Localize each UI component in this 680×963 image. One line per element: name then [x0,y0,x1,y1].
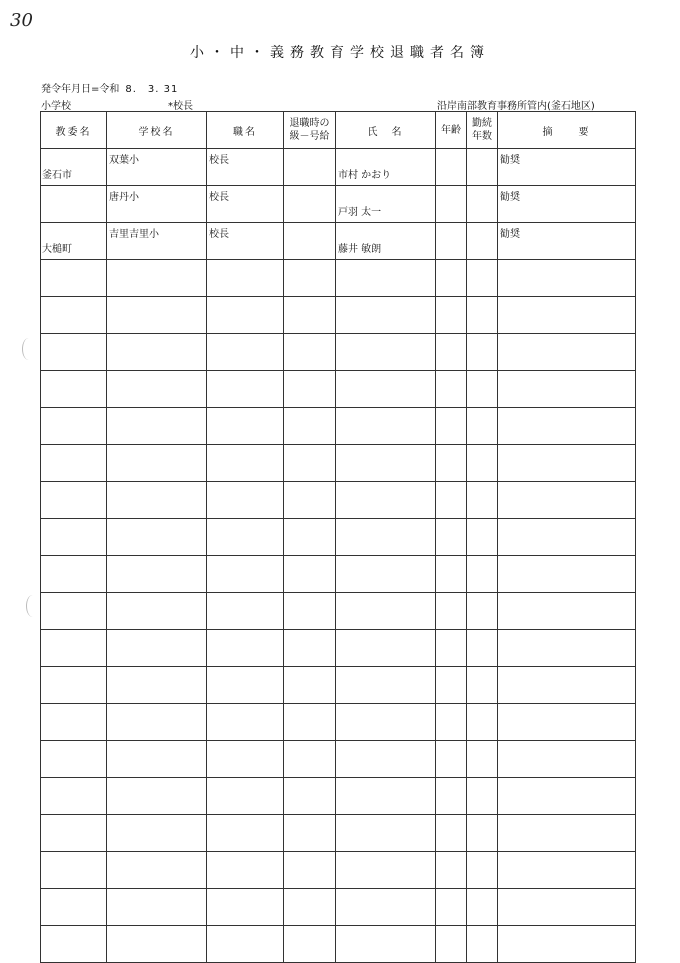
cell-school [107,297,207,334]
cell-remarks [498,815,636,852]
cell-grade [284,519,336,556]
cell-board [41,186,107,223]
cell-position [207,223,284,260]
school-value: 吉里吉里小 [109,229,159,240]
table-row [41,297,636,334]
cell-name [336,371,436,408]
cell-board [41,334,107,371]
cell-name [336,778,436,815]
cell-grade [284,297,336,334]
cell-grade [284,445,336,482]
cell-position [207,371,284,408]
cell-position [207,704,284,741]
cell-years [467,778,498,815]
name-value: 戸羽 太一 [338,207,382,218]
cell-school [107,408,207,445]
cell-remarks [498,297,636,334]
cell-age [436,408,467,445]
cell-name [336,556,436,593]
cell-name [336,889,436,926]
scan-hole-mark [22,338,35,360]
cell-remarks [498,223,636,260]
cell-years [467,556,498,593]
cell-grade [284,260,336,297]
cell-grade [284,149,336,186]
cell-grade [284,815,336,852]
cell-board [41,667,107,704]
cell-school [107,186,207,223]
cell-board [41,223,107,260]
cell-years [467,149,498,186]
cell-school [107,926,207,963]
cell-board [41,741,107,778]
cell-position [207,889,284,926]
cell-name [336,852,436,889]
remarks-value: 勧奨 [500,229,520,240]
cell-position [207,149,284,186]
cell-board [41,926,107,963]
issue-date-value: 8. 3. 31 [125,84,179,95]
cell-school [107,593,207,630]
cell-school [107,223,207,260]
cell-grade [284,482,336,519]
table-row [41,445,636,482]
cell-school [107,334,207,371]
cell-remarks [498,445,636,482]
cell-age [436,186,467,223]
cell-remarks [498,630,636,667]
col-header-name: 氏 名 [336,112,436,149]
cell-remarks [498,852,636,889]
cell-remarks [498,149,636,186]
cell-years [467,926,498,963]
cell-remarks [498,334,636,371]
cell-name [336,186,436,223]
table-row [41,926,636,963]
cell-position [207,815,284,852]
cell-position [207,741,284,778]
cell-school [107,815,207,852]
col-header-service [467,112,498,149]
cell-age [436,667,467,704]
cell-school [107,741,207,778]
cell-grade [284,926,336,963]
table-row [41,482,636,519]
cell-position [207,556,284,593]
cell-grade [284,667,336,704]
cell-school [107,260,207,297]
cell-remarks [498,704,636,741]
cell-grade [284,593,336,630]
cell-board [41,630,107,667]
col-header-service-line2: 年数 [472,131,492,142]
cell-name [336,667,436,704]
table-row [41,704,636,741]
cell-board [41,519,107,556]
cell-grade [284,778,336,815]
cell-school [107,519,207,556]
table-row [41,667,636,704]
cell-name [336,223,436,260]
table-row [41,593,636,630]
cell-name [336,630,436,667]
cell-school [107,630,207,667]
cell-remarks [498,371,636,408]
table-row [41,186,636,223]
table-row [41,741,636,778]
cell-age [436,852,467,889]
table-row [41,223,636,260]
remarks-value: 勧奨 [500,155,520,166]
cell-name [336,704,436,741]
cell-age [436,815,467,852]
cell-remarks [498,593,636,630]
cell-age [436,704,467,741]
cell-board [41,815,107,852]
cell-age [436,926,467,963]
cell-years [467,704,498,741]
cell-remarks [498,741,636,778]
cell-position [207,926,284,963]
cell-age [436,630,467,667]
col-header-school: 学校名 [107,112,207,149]
cell-position [207,482,284,519]
cell-position [207,408,284,445]
cell-school [107,667,207,704]
cell-name [336,482,436,519]
cell-years [467,260,498,297]
cell-grade [284,223,336,260]
table-row [41,815,636,852]
cell-years [467,852,498,889]
cell-age [436,334,467,371]
school-value: 双葉小 [109,155,139,166]
cell-board [41,593,107,630]
cell-name [336,926,436,963]
table-header-row [41,112,636,149]
cell-years [467,223,498,260]
cell-position [207,297,284,334]
cell-board [41,482,107,519]
cell-position [207,852,284,889]
cell-age [436,223,467,260]
cell-years [467,371,498,408]
cell-school [107,556,207,593]
cell-board [41,852,107,889]
cell-position [207,334,284,371]
board-value: 大槌町 [42,244,72,255]
cell-position [207,630,284,667]
position-value: 校長 [209,229,229,240]
cell-school [107,371,207,408]
cell-position [207,445,284,482]
cell-board [41,889,107,926]
col-header-board: 教委名 [41,112,107,149]
cell-grade [284,334,336,371]
cell-name [336,408,436,445]
cell-years [467,815,498,852]
cell-years [467,593,498,630]
col-header-remarks: 摘 要 [498,112,636,149]
school-type: 小学校 [41,101,71,112]
cell-years [467,445,498,482]
cell-position [207,519,284,556]
cell-board [41,408,107,445]
col-header-age: 年齢 [436,112,467,149]
cell-age [436,519,467,556]
col-header-grade-line1: 退職時の [289,118,330,129]
cell-years [467,334,498,371]
cell-name [336,260,436,297]
cell-remarks [498,260,636,297]
cell-school [107,482,207,519]
table-row [41,371,636,408]
cell-school [107,852,207,889]
table-row [41,889,636,926]
cell-name [336,297,436,334]
cell-grade [284,889,336,926]
name-value: 市村 かおり [338,170,392,181]
table-row [41,260,636,297]
cell-remarks [498,926,636,963]
table-row [41,408,636,445]
cell-position [207,593,284,630]
cell-board [41,556,107,593]
cell-name [336,593,436,630]
position-value: 校長 [209,155,229,166]
table-row [41,630,636,667]
table-row [41,852,636,889]
cell-position [207,186,284,223]
cell-name [336,334,436,371]
office-name: 沿岸南部教育事務所管内(釜石地区) [437,101,595,112]
board-value: 釜石市 [42,170,72,181]
col-header-position: 職名 [207,112,284,149]
cell-age [436,371,467,408]
cell-board [41,445,107,482]
cell-remarks [498,482,636,519]
cell-grade [284,741,336,778]
issue-date-label: 発令年月日=令和 [41,84,120,95]
table-row [41,334,636,371]
remarks-value: 勧奨 [500,192,520,203]
scan-hole-mark [26,595,39,617]
cell-position [207,778,284,815]
cell-age [436,741,467,778]
cell-remarks [498,778,636,815]
school-value: 唐丹小 [109,192,139,203]
cell-grade [284,371,336,408]
cell-name [336,741,436,778]
cell-school [107,149,207,186]
cell-school [107,704,207,741]
page-title: 小・中・義務教育学校退職者名簿 [190,45,490,61]
cell-school [107,778,207,815]
cell-years [467,667,498,704]
cell-name [336,815,436,852]
position-note: *校長 [168,101,193,112]
cell-school [107,889,207,926]
cell-years [467,889,498,926]
name-value: 藤井 敏朗 [338,244,382,255]
cell-position [207,260,284,297]
cell-age [436,482,467,519]
cell-years [467,741,498,778]
cell-years [467,519,498,556]
cell-board [41,260,107,297]
cell-board [41,778,107,815]
table-row [41,778,636,815]
cell-grade [284,630,336,667]
retiree-table [40,111,636,963]
cell-remarks [498,519,636,556]
cell-age [436,260,467,297]
cell-age [436,889,467,926]
table-row [41,149,636,186]
cell-years [467,297,498,334]
cell-name [336,519,436,556]
cell-name [336,445,436,482]
table-row [41,519,636,556]
cell-grade [284,852,336,889]
issue-date [41,80,178,95]
cell-board [41,704,107,741]
cell-remarks [498,667,636,704]
cell-age [436,149,467,186]
cell-age [436,297,467,334]
page-number: 30 [10,10,33,31]
cell-age [436,778,467,815]
cell-years [467,482,498,519]
cell-grade [284,408,336,445]
cell-remarks [498,408,636,445]
col-header-grade-line2: 級－号給 [289,131,330,142]
cell-grade [284,186,336,223]
cell-school [107,445,207,482]
cell-name [336,149,436,186]
cell-remarks [498,186,636,223]
cell-grade [284,556,336,593]
cell-remarks [498,556,636,593]
cell-board [41,371,107,408]
cell-years [467,408,498,445]
position-value: 校長 [209,192,229,203]
cell-years [467,186,498,223]
cell-age [436,445,467,482]
cell-board [41,149,107,186]
cell-position [207,667,284,704]
col-header-grade [284,112,336,149]
cell-years [467,630,498,667]
col-header-service-line1: 勤続 [472,118,492,129]
cell-age [436,556,467,593]
cell-remarks [498,889,636,926]
table-row [41,556,636,593]
cell-board [41,297,107,334]
cell-grade [284,704,336,741]
cell-age [436,593,467,630]
